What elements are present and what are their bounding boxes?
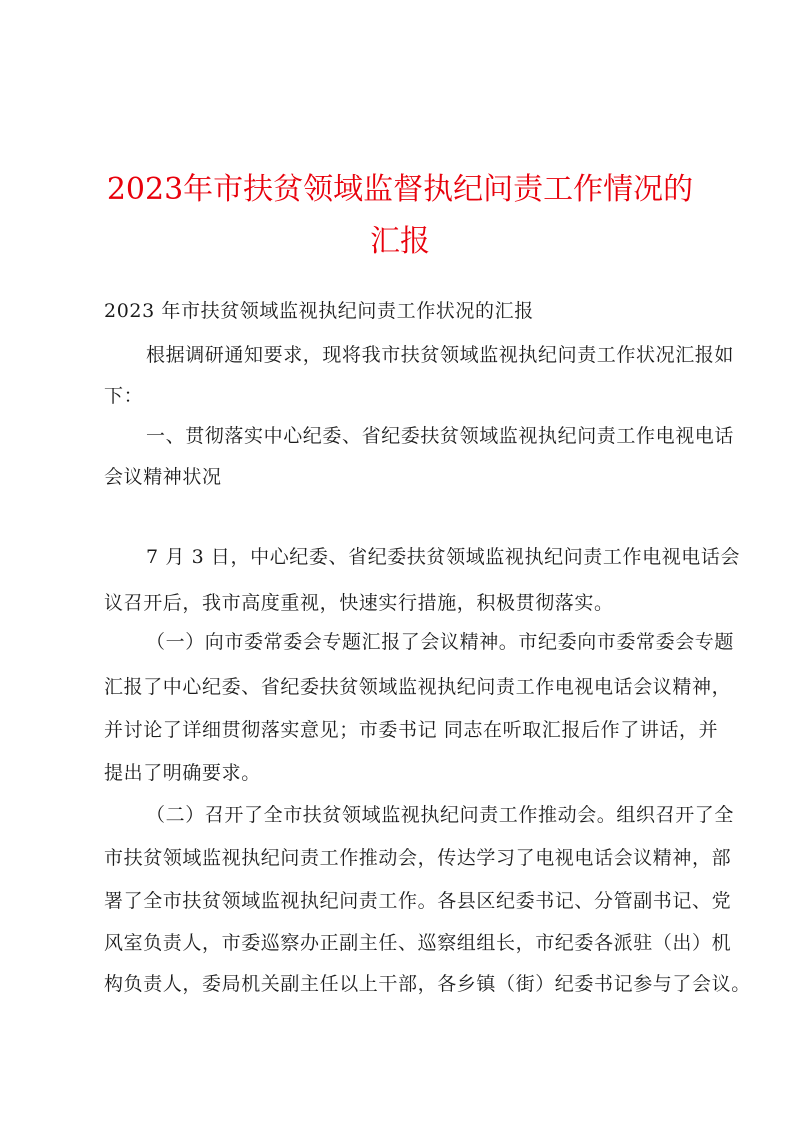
subtitle: 2023 年市扶贫领域监视执纪问责工作状况的汇报: [104, 300, 534, 322]
para3-line-2: 市扶贫领域监视执纪问责工作推动会，传达学习了电视电话会议精神，部: [104, 847, 732, 869]
para3-line-1: （二）召开了全市扶贫领域监视执纪问责工作推动会。组织召开了全: [146, 804, 735, 826]
intro-line-1: 根据调研通知要求，现将我市扶贫领域监视执纪问责工作状况汇报如: [146, 344, 735, 366]
para2-line-1: （一）向市委常委会专题汇报了会议精神。市纪委向市委常委会专题: [146, 631, 735, 653]
para2-line-4: 提出了明确要求。: [104, 762, 261, 784]
para1-line-1: 7 月 3 日，中心纪委、省纪委扶贫领域监视执纪问责工作电视电话会: [146, 546, 741, 568]
section1-heading-line-2: 会议精神状况: [104, 466, 222, 488]
document-title-line-1: 2023年市扶贫领域监督执纪问责工作情况的: [106, 172, 694, 207]
section1-heading-line-1: 一、贯彻落实中心纪委、省纪委扶贫领域监视执纪问责工作电视电话: [146, 425, 735, 447]
para3-line-4: 风室负责人，市委巡察办正副主任、巡察组组长，市纪委各派驻（出）机: [104, 932, 732, 954]
para3-line-3: 署了全市扶贫领域监视执纪问责工作。各县区纪委书记、分管副书记、党: [104, 890, 732, 912]
intro-line-2: 下：: [104, 385, 144, 407]
para2-line-3: 并讨论了详细贯彻落实意见；市委书记 同志在听取汇报后作了讲话，并: [104, 719, 719, 741]
para1-line-2: 议召开后，我市高度重视，快速实行措施，积极贯彻落实。: [104, 592, 614, 614]
document-title-line-2: 汇报: [370, 224, 430, 259]
para2-line-2: 汇报了中心纪委、省纪委扶贫领域监视执纪问责工作电视电话会议精神，: [104, 676, 732, 698]
para3-line-5: 构负责人，委局机关副主任以上干部，各乡镇（街）纪委书记参与了会议。: [104, 973, 751, 995]
